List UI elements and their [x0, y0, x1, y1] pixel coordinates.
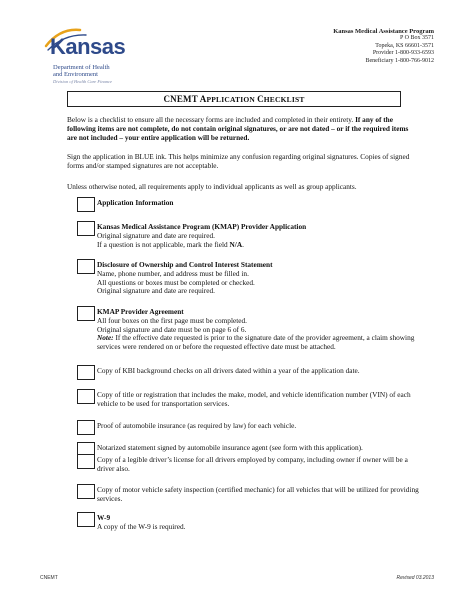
provider-phone: Provider 1-800-933-6593 — [372, 50, 434, 57]
item-heading: Kansas Medical Assistance Program (KMAP) Provider Application — [97, 222, 307, 231]
checkbox[interactable] — [77, 420, 95, 435]
checkbox[interactable] — [77, 484, 95, 499]
item-line: Original signature and date are required. — [97, 286, 215, 296]
item-text: Copy of a legible driver’s license for all drivers employed by company, including owner if owner will be a driver also. — [97, 455, 408, 473]
logo-department: Department of Health and Environment — [53, 64, 110, 78]
item-line: Original signature and date must be on page 6 of 6. — [97, 324, 247, 334]
logo-wordmark: Kansas — [50, 34, 126, 59]
item-line: If a question is not applicable, mark the field N/A. — [97, 239, 244, 249]
beneficiary-phone: Beneficiary 1-800-766-9012 — [365, 57, 434, 64]
kdhe-logo — [40, 26, 160, 92]
intro-warning: If any of the following items are not complete, do not contain original signatures, or are not dated – or if the required items are not included – your entire application will be returned. — [67, 115, 409, 142]
item-line: A copy of the W-9 is required. — [97, 521, 186, 531]
item-line: All four boxes on the first page must be completed. — [97, 315, 247, 325]
item-text: Notarized statement signed by automobile insurance agent (see form with this application). — [97, 443, 363, 452]
address-po-box: P O Box 3571 — [400, 35, 434, 42]
checkbox[interactable] — [77, 512, 95, 527]
checkbox[interactable] — [77, 365, 95, 380]
checkbox[interactable] — [77, 454, 95, 469]
item-heading: Application Information — [97, 198, 174, 207]
intro-paragraph: Below is a checklist to ensure all the necessary forms are included and completed in their entirety. If any of the following items are not complete, do not contain original signatures, or are not dated – or if the required items are not included – your entire application will be returned. — [67, 115, 409, 142]
program-name: Kansas Medical Assistance Program — [333, 28, 434, 35]
checkbox[interactable] — [77, 259, 95, 274]
checkbox[interactable] — [77, 306, 95, 321]
item-line: Name, phone number, and address must be filled in. — [97, 268, 249, 278]
program-address — [333, 28, 434, 65]
footer-form-name: CNEMT — [40, 575, 58, 581]
logo-division: Division of Health Care Finance — [53, 79, 113, 84]
page-title: CNEMT APPLICATION CHECKLIST — [67, 91, 401, 107]
item-text: Copy of KBI background checks on all drivers dated within a year of the application date. — [97, 366, 360, 375]
item-heading: W-9 — [97, 513, 111, 522]
applicability-note: Unless otherwise noted, all requirements apply to individual applicants as well as group applicants. — [67, 182, 357, 191]
item-text: Copy of title or registration that includes the make, model, and vehicle identification number (VIN) of each vehicle to be used for transportation services. — [97, 390, 411, 408]
signature-instructions: Sign the application in BLUE ink. This helps minimize any confusion regarding original signatures. Copies of signed forms and/or stamped signatures are not acceptable. — [67, 152, 410, 170]
item-line: All questions or boxes must be completed or checked. — [97, 277, 255, 287]
checkbox[interactable] — [77, 197, 95, 212]
item-note: Note: If the effective date requested is prior to the signature date of the provider agreement, a claim showing services were rendered on or before the requested effective date must be attached. — [97, 333, 415, 352]
checkbox[interactable] — [77, 389, 95, 404]
address-city: Topeka, KS 66601-3571 — [375, 42, 434, 49]
item-heading: KMAP Provider Agreement — [97, 307, 184, 316]
checkbox[interactable] — [77, 221, 95, 236]
item-text: Proof of automobile insurance (as required by law) for each vehicle. — [97, 421, 297, 430]
footer-revision: Revised 03.2013 — [396, 575, 434, 581]
item-text: Copy of motor vehicle safety inspection (certified mechanic) for all vehicles that will be utilized for providing services. — [97, 485, 419, 503]
item-line: Original signature and date are required. — [97, 230, 215, 240]
item-heading: Disclosure of Ownership and Control Interest Statement — [97, 260, 273, 269]
